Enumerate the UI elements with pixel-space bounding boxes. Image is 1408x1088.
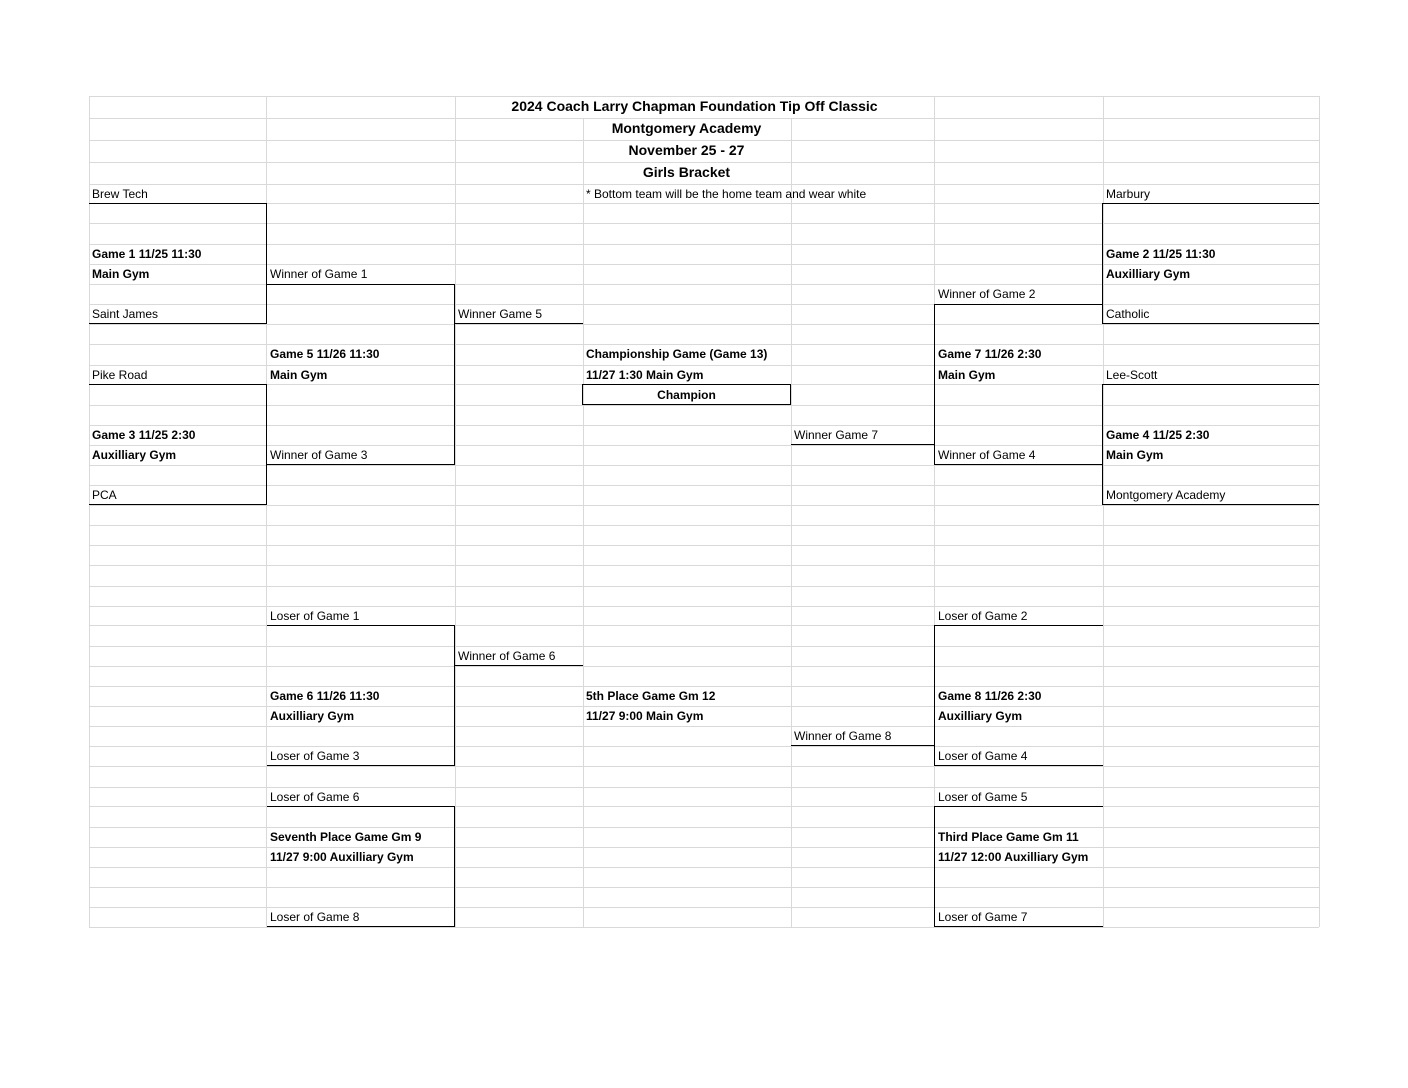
bracket-line	[1103, 384, 1319, 385]
bracket-line	[934, 806, 1103, 807]
bracket-line	[455, 323, 583, 324]
game8-location: Auxilliary Gym	[938, 709, 1023, 723]
slot-loser-game1: Loser of Game 1	[270, 609, 360, 623]
seventh-place-title: Seventh Place Game Gm 9	[270, 830, 422, 844]
team-marbury: Marbury	[1106, 187, 1151, 201]
bracket-line	[1102, 203, 1103, 324]
team-catholic: Catholic	[1106, 307, 1150, 321]
slot-loser-game6: Loser of Game 6	[270, 790, 360, 804]
game5-time: Game 5 11/26 11:30	[270, 347, 380, 361]
championship-title: Championship Game (Game 13)	[586, 347, 768, 361]
bracket-line	[934, 464, 1103, 465]
bracket-line	[267, 464, 455, 465]
bracket-line	[791, 444, 935, 445]
tournament-dates: November 25 - 27	[628, 142, 745, 158]
slot-loser-game5: Loser of Game 5	[938, 790, 1028, 804]
slot-winner-game4: Winner of Game 4	[938, 448, 1036, 462]
game3-time: Game 3 11/25 2:30	[92, 428, 196, 442]
game4-location: Main Gym	[1106, 448, 1164, 462]
team-saint-james: Saint James	[92, 307, 159, 321]
bracket-line	[267, 765, 455, 766]
game6-time: Game 6 11/26 11:30	[270, 689, 380, 703]
game6-location: Auxilliary Gym	[270, 709, 355, 723]
bracket-line	[454, 625, 455, 766]
bracket-line	[934, 926, 1103, 927]
slot-winner-game2: Winner of Game 2	[938, 287, 1036, 301]
slot-loser-game8: Loser of Game 8	[270, 910, 360, 924]
slot-loser-game2: Loser of Game 2	[938, 609, 1028, 623]
bracket-line	[1103, 504, 1319, 505]
bracket-line	[89, 504, 267, 505]
bracket-line	[934, 625, 1103, 626]
bracket-line	[454, 806, 455, 927]
bracket-line	[454, 284, 455, 465]
bracket-line	[934, 304, 935, 465]
game3-location: Auxilliary Gym	[92, 448, 177, 462]
fifth-place-title: 5th Place Game Gm 12	[586, 689, 716, 703]
bracket-line	[934, 304, 1103, 305]
game7-time: Game 7 11/26 2:30	[938, 347, 1042, 361]
host-school: Montgomery Academy	[611, 120, 762, 136]
team-lee-scott: Lee-Scott	[1106, 368, 1158, 382]
slot-winner-game3: Winner of Game 3	[270, 448, 368, 462]
champion-label: Champion	[657, 388, 716, 402]
team-brew-tech: Brew Tech	[92, 187, 148, 201]
team-montgomery-academy: Montgomery Academy	[1106, 488, 1226, 502]
bracket-line	[267, 806, 455, 807]
bracket-line	[267, 625, 455, 626]
bracket-line	[934, 765, 1103, 766]
bracket-line	[934, 806, 935, 927]
fifth-place-time: 11/27 9:00 Main Gym	[586, 709, 704, 723]
bracket-line	[267, 284, 455, 285]
game4-time: Game 4 11/25 2:30	[1106, 428, 1210, 442]
slot-winner-game7: Winner Game 7	[794, 428, 879, 442]
bracket-line	[266, 384, 267, 505]
bracket-line	[1103, 203, 1319, 204]
tournament-title: 2024 Coach Larry Chapman Foundation Tip Off Classic	[511, 98, 878, 114]
bracket-line	[791, 745, 935, 746]
bracket-line	[266, 203, 267, 324]
game1-time: Game 1 11/25 11:30	[92, 247, 202, 261]
slot-loser-game7: Loser of Game 7	[938, 910, 1028, 924]
slot-winner-game8: Winner of Game 8	[794, 729, 892, 743]
championship-time: 11/27 1:30 Main Gym	[586, 368, 704, 382]
third-place-time: 11/27 12:00 Auxilliary Gym	[938, 850, 1089, 864]
bracket-line	[1102, 384, 1103, 505]
bracket-line	[89, 323, 267, 324]
team-pike-road: Pike Road	[92, 368, 148, 382]
slot-loser-game4: Loser of Game 4	[938, 749, 1028, 763]
game7-location: Main Gym	[938, 368, 996, 382]
third-place-title: Third Place Game Gm 11	[938, 830, 1079, 844]
bracket-line	[89, 384, 267, 385]
team-pca: PCA	[92, 488, 117, 502]
seventh-place-time: 11/27 9:00 Auxilliary Gym	[270, 850, 414, 864]
slot-winner-game1: Winner of Game 1	[270, 267, 368, 281]
bracket-line	[267, 926, 455, 927]
bracket-line	[1103, 323, 1319, 324]
game2-location: Auxilliary Gym	[1106, 267, 1191, 281]
bracket-line	[455, 665, 583, 666]
game8-time: Game 8 11/26 2:30	[938, 689, 1042, 703]
slot-winner-game6: Winner of Game 6	[458, 649, 556, 663]
home-team-note: * Bottom team will be the home team and wear white	[586, 187, 867, 201]
game1-location: Main Gym	[92, 267, 150, 281]
bracket-name: Girls Bracket	[642, 164, 731, 180]
slot-loser-game3: Loser of Game 3	[270, 749, 360, 763]
game5-location: Main Gym	[270, 368, 328, 382]
slot-winner-game5: Winner Game 5	[458, 307, 543, 321]
game2-time: Game 2 11/25 11:30	[1106, 247, 1216, 261]
bracket-line	[89, 203, 267, 204]
